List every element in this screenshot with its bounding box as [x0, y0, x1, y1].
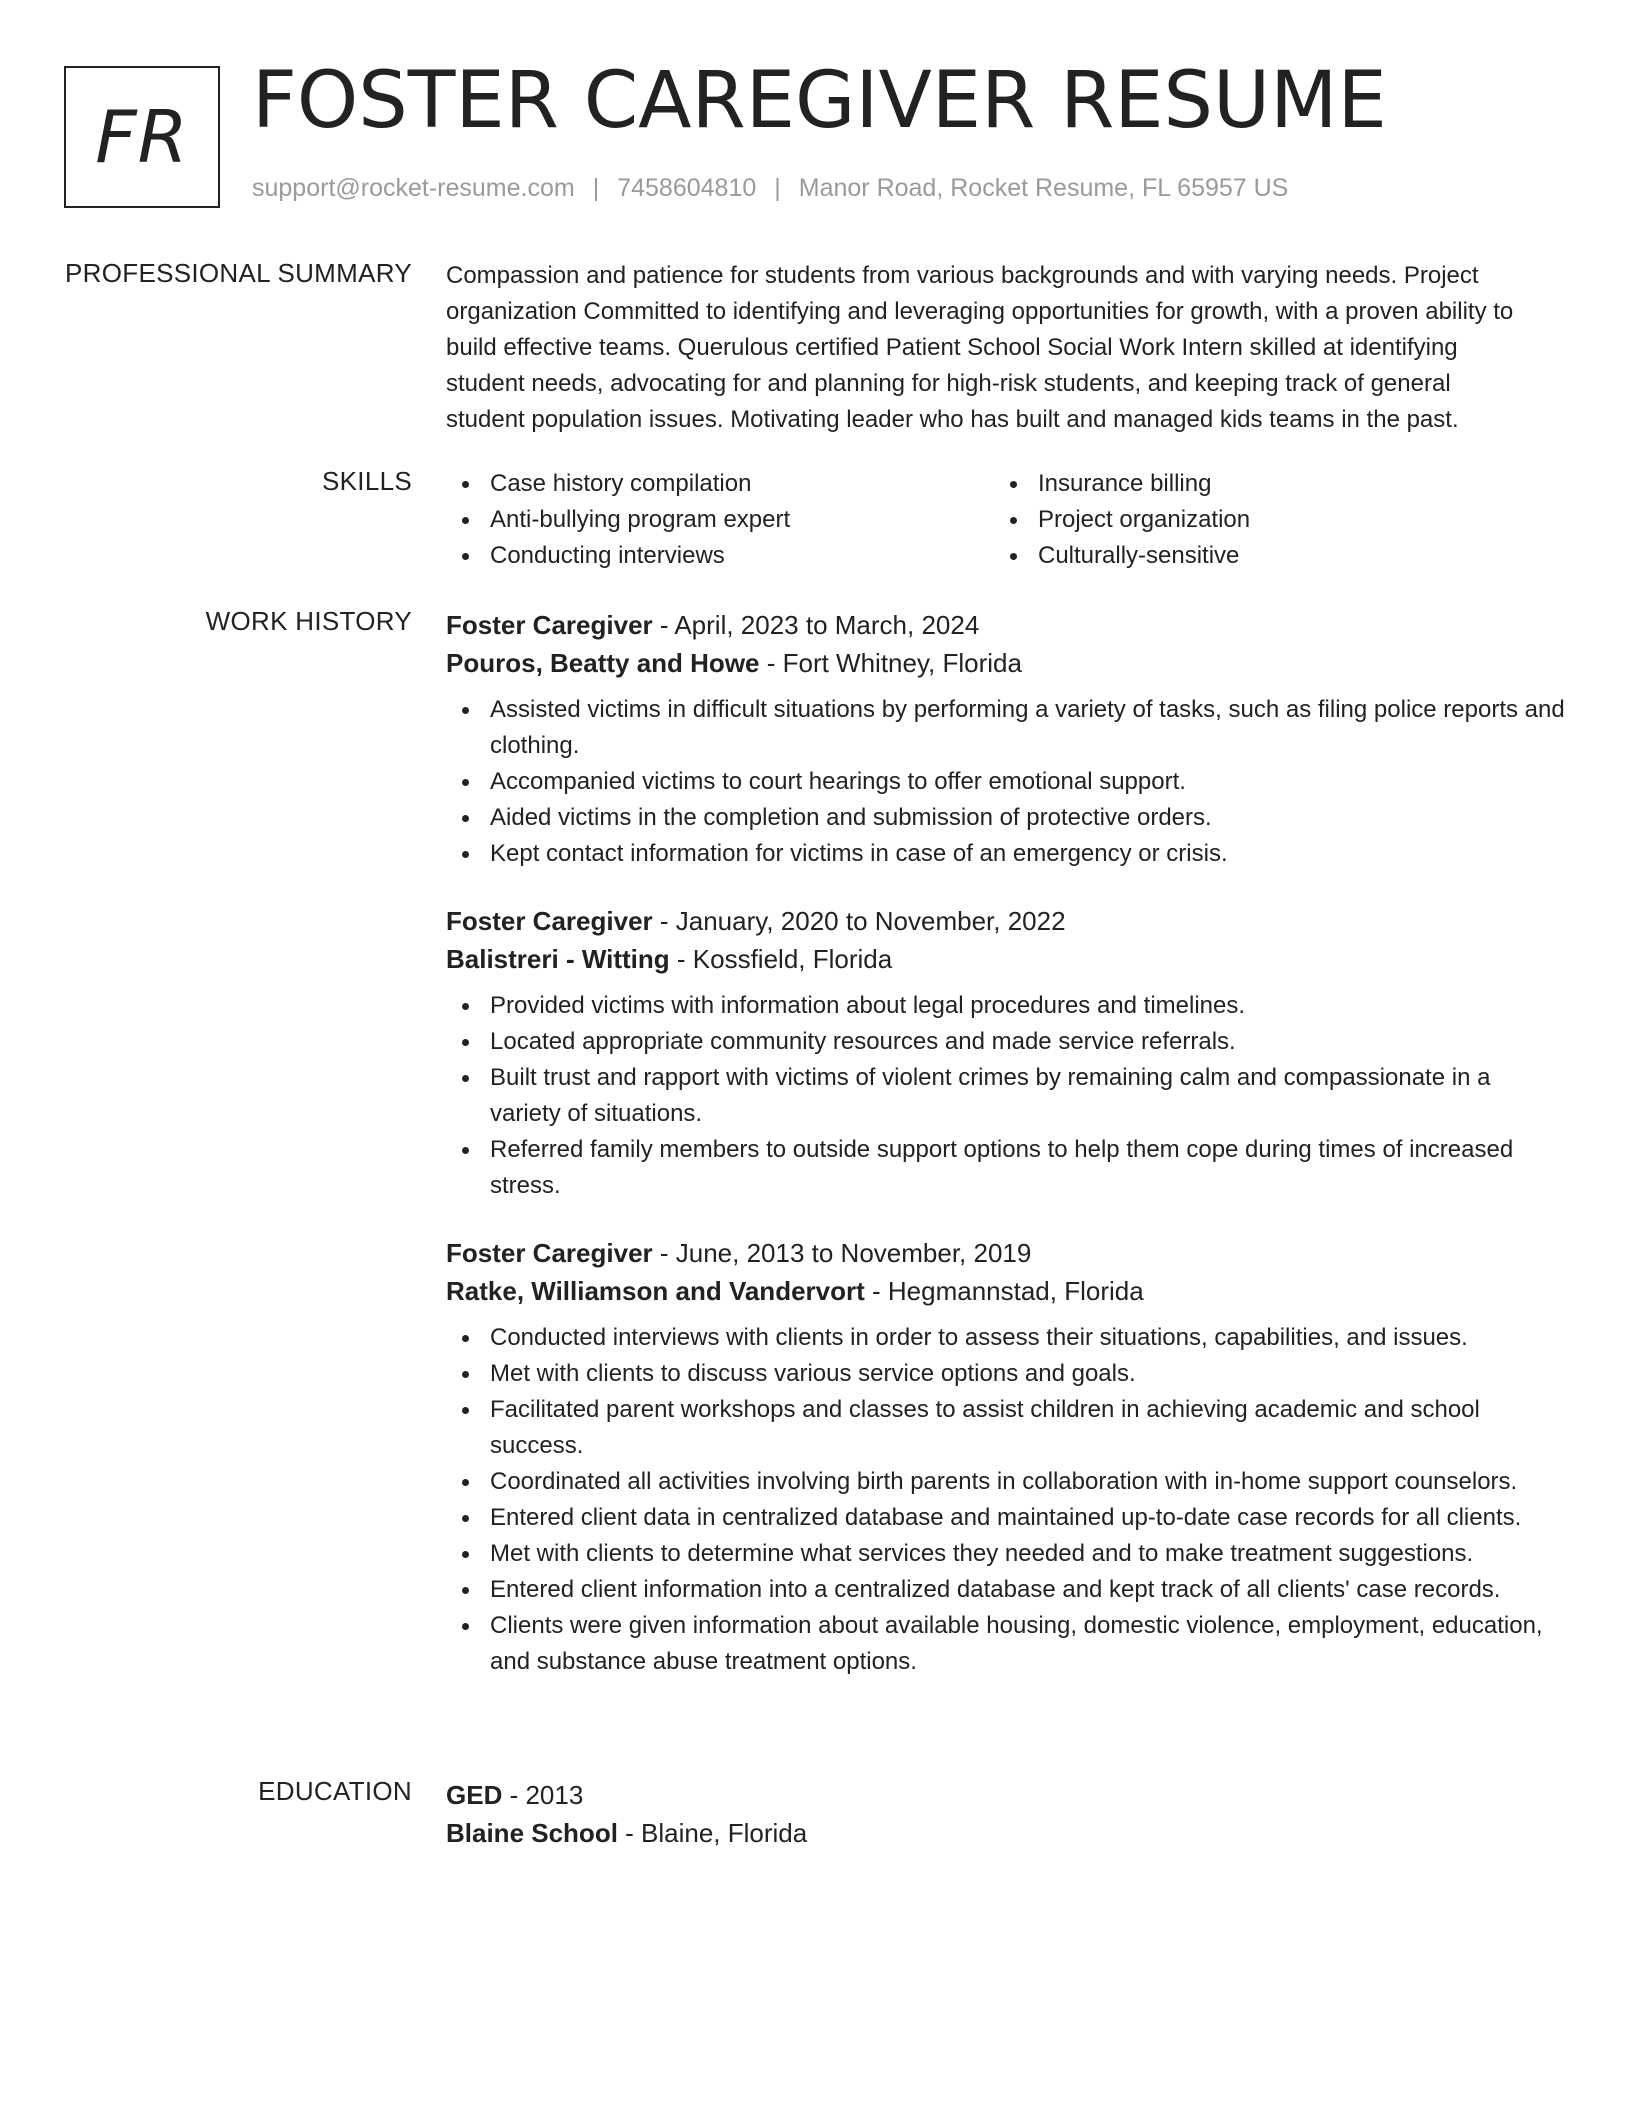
contact-separator: |	[592, 174, 600, 202]
summary-line: student population issues. Motivating leader who has built and managed kids teams in the past.	[446, 406, 1459, 433]
skills-column-right	[994, 466, 1542, 574]
job-bullet: Assisted victims in difficult situations by performing a variety of tasks, such as filing police reports and clothing.	[446, 692, 1566, 764]
skill-item: Conducting interviews	[446, 538, 994, 574]
job-location: - Fort Whitney, Florida	[759, 648, 1022, 678]
job-bullets	[446, 1320, 1566, 1680]
summary-line: student needs, advocating for and planning for high-risk students, and keeping track of general	[446, 370, 1451, 397]
skill-item: Culturally-sensitive	[994, 538, 1542, 574]
work-history-heading: WORK HISTORY	[205, 606, 412, 636]
job-title-line	[446, 606, 1566, 644]
education-heading: EDUCATION	[258, 1776, 412, 1806]
job-title: Foster Caregiver	[446, 610, 653, 640]
job-title: Foster Caregiver	[446, 1238, 653, 1268]
education-body	[446, 1776, 1566, 1862]
education-degree-line	[446, 1776, 1566, 1814]
job-bullet: Met with clients to discuss various service options and goals.	[446, 1356, 1566, 1392]
job-bullet: Coordinated all activities involving birth parents in collaboration with in-home support counselors.	[446, 1464, 1566, 1500]
contact-email: support@rocket-resume.com	[252, 174, 575, 202]
resume-title: FOSTER CAREGIVER RESUME	[252, 56, 1387, 146]
job-bullet: Entered client data in centralized database and maintained up-to-date case records for all clients.	[446, 1500, 1566, 1536]
contact-line	[252, 174, 1288, 203]
contact-separator: |	[774, 174, 781, 202]
job-title: Foster Caregiver	[446, 906, 653, 936]
job-bullet: Accompanied victims to court hearings to offer emotional support.	[446, 764, 1566, 800]
job-bullet: Built trust and rapport with victims of violent crimes by remaining calm and compassionate in a variety of situations.	[446, 1060, 1566, 1132]
skills-grid	[446, 466, 1566, 574]
job-location: - Kossfield, Florida	[669, 944, 893, 974]
summary-line: organization Committed to identifying and leveraging opportunities for growth, with a proven ability to	[446, 298, 1514, 325]
skills-body	[446, 466, 1566, 574]
job-company-line	[446, 1272, 1566, 1310]
skill-item: Project organization	[994, 502, 1542, 538]
job-company: Pouros, Beatty and Howe	[446, 648, 760, 678]
contact-address: Manor Road, Rocket Resume, FL 65957 US	[798, 174, 1289, 202]
job-company: Balistreri - Witting	[446, 944, 670, 974]
job-entry	[446, 606, 1566, 872]
education-school-line	[446, 1814, 1566, 1852]
summary-heading: PROFESSIONAL SUMMARY	[65, 258, 412, 288]
job-dates: - April, 2023 to March, 2024	[652, 610, 980, 640]
job-bullet: Facilitated parent workshops and classes to assist children in achieving academic and school success.	[446, 1392, 1566, 1464]
skills-column-left	[446, 466, 994, 574]
monogram-box	[64, 66, 220, 208]
job-bullet: Met with clients to determine what services they needed and to make treatment suggestions.	[446, 1536, 1566, 1572]
job-bullet: Aided victims in the completion and submission of protective orders.	[446, 800, 1566, 836]
job-company-line	[446, 644, 1566, 682]
contact-phone: 7458604810	[617, 174, 757, 202]
job-bullets	[446, 692, 1566, 872]
job-company-line	[446, 940, 1566, 978]
job-title-line	[446, 902, 1566, 940]
job-bullet: Referred family members to outside support options to help them cope during times of increased stress.	[446, 1132, 1566, 1204]
job-dates: - January, 2020 to November, 2022	[652, 906, 1066, 936]
job-bullet: Clients were given information about available housing, domestic violence, employment, education, and substance abuse treatment options.	[446, 1608, 1566, 1680]
job-title-line	[446, 1234, 1566, 1272]
skills-heading: SKILLS	[322, 466, 412, 496]
summary-line: build effective teams. Querulous certified Patient School Social Work Intern skilled at identifying	[446, 334, 1458, 361]
skill-item: Case history compilation	[446, 466, 994, 502]
summary-text	[446, 258, 1566, 438]
work-history-body	[446, 606, 1566, 1710]
job-bullets	[446, 988, 1566, 1204]
job-bullet: Provided victims with information about legal procedures and timelines.	[446, 988, 1566, 1024]
job-company: Ratke, Williamson and Vandervort	[446, 1276, 865, 1306]
skill-item: Anti-bullying program expert	[446, 502, 994, 538]
job-entry	[446, 902, 1566, 1204]
skill-item: Insurance billing	[994, 466, 1542, 502]
education-location: - Blaine, Florida	[617, 1818, 808, 1848]
education-school: Blaine School	[446, 1818, 618, 1848]
job-bullet: Located appropriate community resources and made service referrals.	[446, 1024, 1566, 1060]
education-degree: GED	[446, 1780, 503, 1810]
education-year: - 2013	[502, 1780, 584, 1810]
job-dates: - June, 2013 to November, 2019	[652, 1238, 1032, 1268]
job-entry	[446, 1234, 1566, 1680]
monogram-initials: FR	[95, 95, 189, 179]
job-location: - Hegmannstad, Florida	[864, 1276, 1144, 1306]
job-bullet: Entered client information into a centralized database and kept track of all clients' case records.	[446, 1572, 1566, 1608]
job-bullet: Conducted interviews with clients in order to assess their situations, capabilities, and issues.	[446, 1320, 1566, 1356]
job-bullet: Kept contact information for victims in case of an emergency or crisis.	[446, 836, 1566, 872]
summary-line: Compassion and patience for students from various backgrounds and with varying needs. Project	[446, 262, 1479, 289]
